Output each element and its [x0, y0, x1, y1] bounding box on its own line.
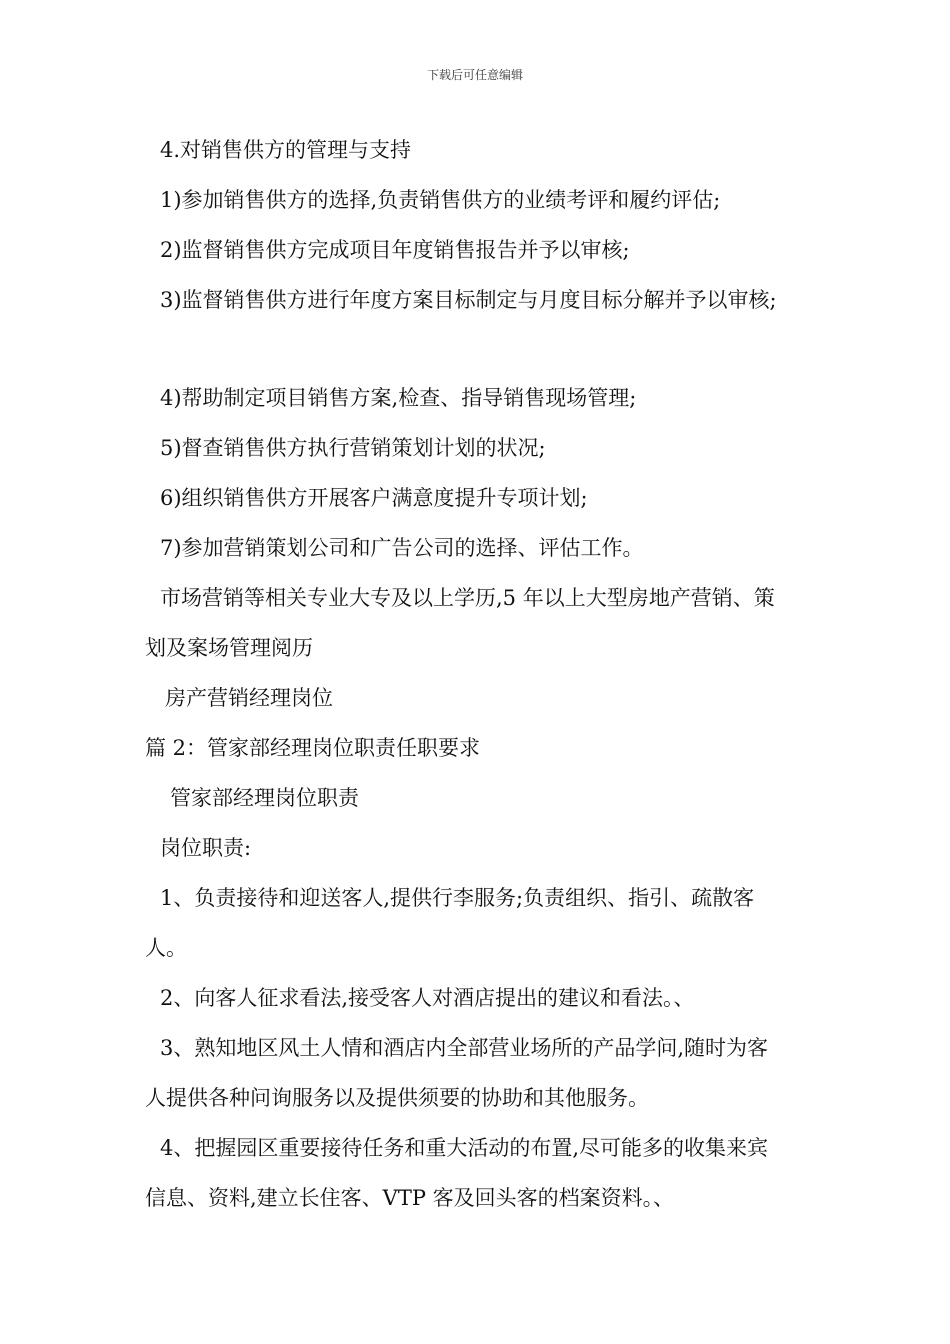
chapter-heading: 篇 2：管家部经理岗位职责任职要求	[145, 736, 481, 760]
requirement-paragraph-line-1: 市场营销等相关专业大专及以上学历,5 年以上大型房地产营销、策	[160, 586, 775, 610]
list-item-4: 4)帮助制定项目销售方案,检查、指导销售现场管理;	[160, 386, 637, 410]
page-header: 下载后可任意编辑	[426, 68, 523, 82]
duty-item-1-line-1: 1、负责接待和迎送客人,提供行李服务;负责组织、指引、疏散客	[160, 886, 755, 910]
requirement-paragraph-line-2: 划及案场管理阅历	[145, 636, 313, 660]
list-item-2: 2)监督销售供方完成项目年度销售报告并予以审核;	[160, 238, 630, 262]
duty-item-3-line-1: 3、熟知地区风土人情和酒店内全部营业场所的产品学问,随时为客	[160, 1036, 769, 1060]
list-item-5: 5)督查销售供方执行营销策划计划的状况;	[160, 436, 546, 460]
section-heading-supplier-management: 4.对销售供方的管理与支持	[160, 138, 412, 162]
duty-item-3-line-2: 人提供各种问询服务以及提供须要的协助和其他服务。	[145, 1086, 649, 1110]
list-item-7: 7)参加营销策划公司和广告公司的选择、评估工作。	[160, 536, 644, 560]
duties-label: 岗位职责:	[160, 836, 252, 860]
duty-item-4-line-2: 信息、资料,建立长住客、VTP 客及回头客的档案资料。、	[145, 1186, 675, 1210]
duty-item-4-line-1: 4、把握园区重要接待任务和重大活动的布置,尽可能多的收集来宾	[160, 1136, 769, 1160]
list-item-1: 1)参加销售供方的选择,负责销售供方的业绩考评和履约评估;	[160, 188, 721, 212]
position-title: 房产营销经理岗位	[165, 686, 333, 710]
duty-item-2: 2、向客人征求看法,接受客人对酒店提出的建议和看法。、	[160, 986, 695, 1010]
duty-item-1-line-2: 人。	[145, 936, 187, 960]
subsection-title: 管家部经理岗位职责	[170, 786, 359, 810]
list-item-6: 6)组织销售供方开展客户满意度提升专项计划;	[160, 486, 588, 510]
list-item-3: 3)监督销售供方进行年度方案目标制定与月度目标分解并予以审核;	[160, 288, 777, 312]
